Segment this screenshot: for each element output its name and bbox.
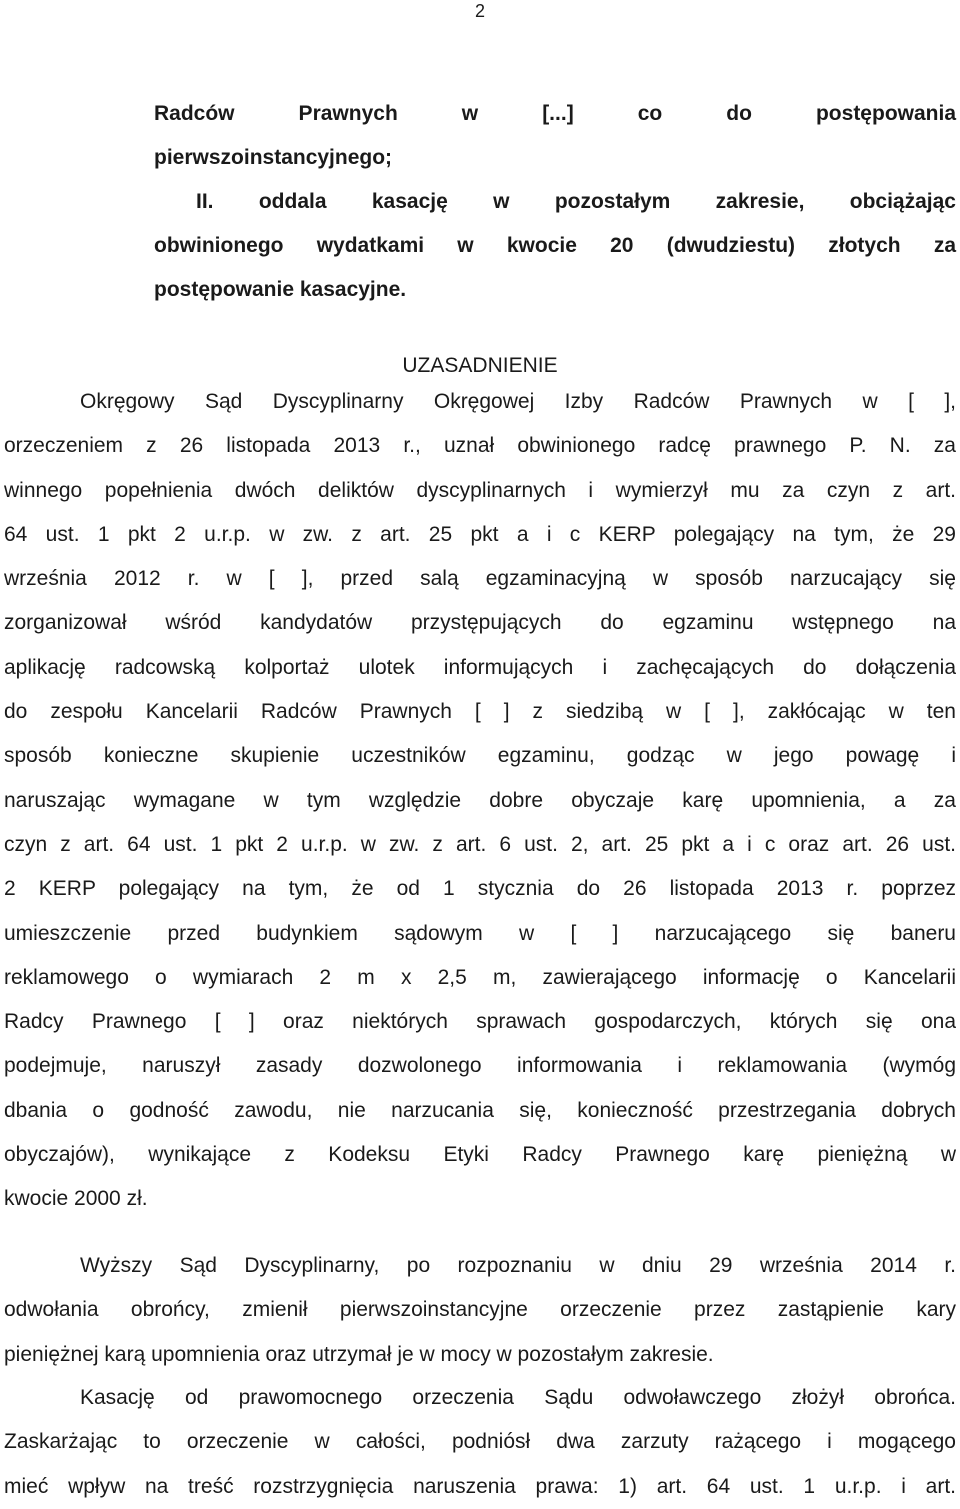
paragraph-cassation <box>4 1376 956 1509</box>
text-line: obyczajów), wynikające z Kodeksu Etyki Radcy Prawnego karę pieniężną w <box>4 1143 956 1167</box>
text-line: do zespołu Kancelarii Radców Prawnych [ ] z siedzibą w [ ], zakłócając w ten <box>4 700 956 724</box>
text-line: 2 KERP polegający na tym, że od 1 stycznia do 26 listopada 2013 r. poprzez <box>4 877 956 901</box>
verdict-line: pierwszoinstancyjnego; <box>154 146 393 169</box>
text-line: Wyższy Sąd Dyscyplinarny, po rozpoznaniu w dniu 29 września 2014 r. <box>80 1254 956 1277</box>
section-heading: UZASADNIENIE <box>402 354 558 377</box>
text-line: orzeczeniem z 26 listopada 2013 r., uznał obwinionego radcę prawnego P. N. za <box>4 434 956 458</box>
text-line: umieszczenie przed budynkiem sądowym w [ ] narzucającego się baneru <box>4 921 956 945</box>
text-line: reklamowego o wymiarach 2 m x 2,5 m, zawierającego informację o Kancelarii <box>4 965 956 989</box>
text-line: czyn z art. 64 ust. 1 pkt 2 u.r.p. w zw. z art. 6 ust. 2, art. 25 pkt a i c oraz art. 26 ust. <box>4 832 956 856</box>
verdict-section <box>154 92 956 312</box>
verdict-line: II. oddala kasację w pozostałym zakresie, obciążając <box>196 190 956 213</box>
text-line: sposób konieczne skupienie uczestników egzaminu, godząc w jego powagę i <box>4 744 956 768</box>
text-line: winnego popełnienia dwóch deliktów dyscyplinarnych i wymierzył mu za czyn z art. <box>4 478 956 502</box>
text-line: kwocie 2000 zł. <box>4 1187 148 1211</box>
text-line: naruszając wymagane w tym względzie dobre obyczaje karę upomnienia, a za <box>4 788 956 812</box>
verdict-line: postępowanie kasacyjne. <box>154 278 407 301</box>
text-line: Kasację od prawomocnego orzeczenia Sądu odwoławczego złożył obrońca. <box>80 1386 956 1409</box>
text-line: 64 ust. 1 pkt 2 u.r.p. w zw. z art. 25 pkt a i c KERP polegający na tym, że 29 <box>4 522 956 546</box>
text-line: Okręgowy Sąd Dyscyplinarny Okręgowej Izby Radców Prawnych w [ ], <box>80 390 956 413</box>
page-number: 2 <box>474 1 485 21</box>
text-line: września 2012 r. w [ ], przed salą egzaminacyjną w sposób narzucający się <box>4 567 956 591</box>
verdict-line: Radców Prawnych w [...] co do postępowania <box>154 102 956 125</box>
text-line: Radcy Prawnego [ ] oraz niektórych sprawach gospodarczych, których się ona <box>4 1010 956 1034</box>
text-line: podejmuje, naruszył zasady dozwolonego informowania i reklamowania (wymóg <box>4 1054 956 1078</box>
verdict-line: obwinionego wydatkami w kwocie 20 (dwudziestu) złotych za <box>154 234 956 257</box>
paragraph-appeal <box>4 1244 956 1377</box>
text-line: odwołania obrońcy, zmienił pierwszoinstancyjne orzeczenie przez zastąpienie kary <box>4 1298 956 1322</box>
text-line: zorganizował wśród kandydatów przystępujących do egzaminu wstępnego na <box>4 611 956 635</box>
text-line: aplikację radcowską kolportaż ulotek informujących i zachęcających do dołączenia <box>4 655 956 679</box>
text-line: dbania o godność zawodu, nie narzucania się, konieczność przestrzegania dobrych <box>4 1098 956 1122</box>
text-line: pieniężnej karą upomnienia oraz utrzymał je w mocy w pozostałym zakresie. <box>4 1342 714 1366</box>
paragraph-first-instance <box>4 380 956 1222</box>
text-line: mieć wpływ na treść rozstrzygnięcia naruszenia prawa: 1) art. 64 ust. 1 u.r.p. i art. <box>4 1474 956 1498</box>
text-line: Zaskarżając to orzeczenie w całości, podniósł dwa zarzuty rażącego i mogącego <box>4 1430 956 1454</box>
